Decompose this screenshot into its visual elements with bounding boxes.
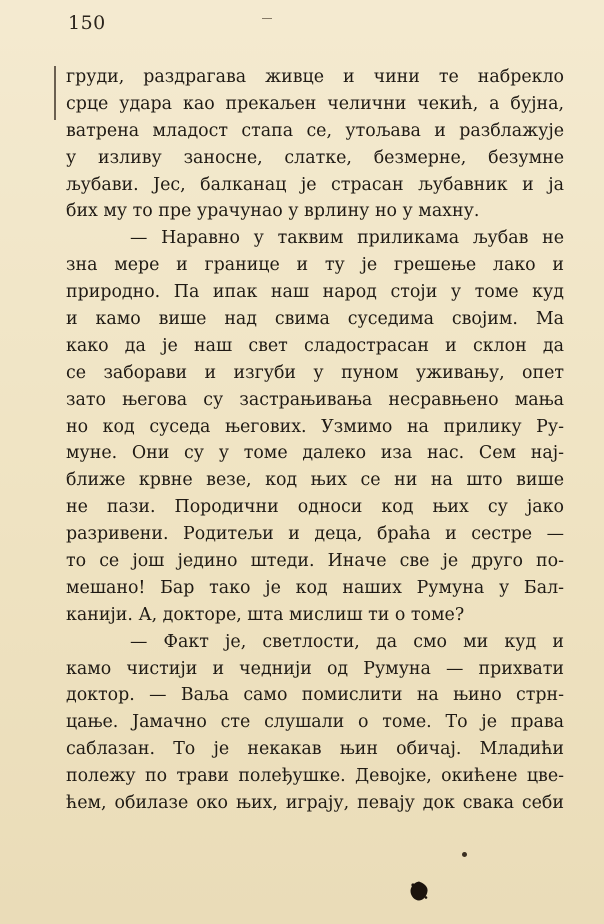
text-line: разривени. Родитељи и деца, браћа и сестре —: [66, 524, 564, 545]
text-line: груди, раздрагава живце и чини те набрекло: [66, 67, 564, 87]
ink-speck: [262, 18, 272, 19]
ink-speck: [462, 852, 467, 857]
text-line: природно. Па ипак наш народ стоји у томе куд: [66, 282, 564, 303]
text-line: то се још једино штеди. Иначе све је друго по-: [66, 551, 564, 572]
ink-blot-icon: [408, 880, 430, 902]
text-line: љубави. Јес, балканац је страсан љубавник и ја: [66, 174, 564, 195]
text-line: и камо више над свима суседима својим. Ма: [66, 309, 564, 330]
text-line: се заборави и изгуби у пуном уживању, опет: [66, 362, 564, 383]
text-line: доктор. — Ваља само помислити на њино стрн-: [66, 685, 564, 706]
text-line: — Факт је, светлости, да смо ми куд и: [130, 631, 564, 652]
text-line: не пази. Породични односи код њих су јако: [66, 497, 564, 518]
text-line: како да је наш свет сладострасан и склон да: [66, 335, 564, 356]
text-line: полежу по трави полеђушке. Девојке, окићене цве-: [66, 766, 564, 787]
body-text: [66, 64, 564, 817]
text-line: срце удара као прекаљен челични чекић, а бујна,: [66, 93, 564, 114]
text-line: ватрена младост стапа се, утољава и разблажује: [66, 120, 564, 141]
text-line: зато његова су застрањивања несравњено мања: [66, 389, 564, 410]
text-line: бих му то пре урачунао у врлину но у махну.: [66, 201, 480, 222]
text-line: ћем, обилазе око њих, играју, певају док свака себи: [66, 793, 564, 814]
text-line: саблазан. То је некакав њин обичај. Младићи: [66, 739, 564, 760]
text-line: цање. Јамачно сте слушали о томе. То је права: [66, 712, 564, 733]
margin-mark: [54, 66, 56, 120]
text-line: у изливу заносне, слатке, безмерне, безумне: [66, 147, 564, 168]
text-line: муне. Они су у томе далеко иза нас. Сем нај-: [66, 443, 564, 464]
text-line: но код суседа његових. Узмимо на прилику Ру-: [66, 416, 564, 437]
text-line: ближе крвне везе, код њих се ни на што више: [66, 470, 564, 491]
text-line: зна мере и границе и ту је грешење лако и: [66, 255, 564, 276]
text-line: — Наравно у таквим приликама љубав не: [130, 228, 564, 249]
text-line: канији. А, докторе, шта мислиш ти о томе?: [66, 604, 465, 625]
text-line: камо чистији и чеднији од Румуна — прихвати: [66, 658, 564, 679]
page-number: 150: [68, 12, 106, 34]
text-line: мешано! Бар тако је код наших Румуна у Бал-: [66, 577, 564, 598]
